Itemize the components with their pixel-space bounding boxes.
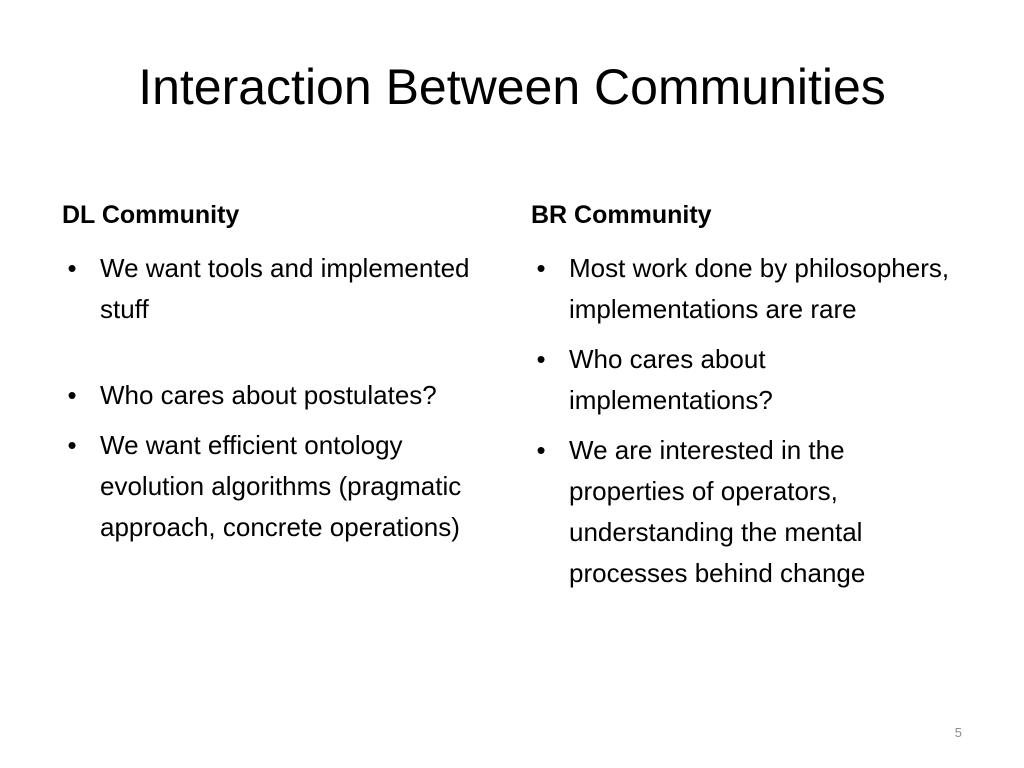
- br-community-column: [531, 200, 961, 603]
- list-item: [62, 248, 492, 330]
- bullet-icon: •: [67, 253, 77, 283]
- list-item: [531, 248, 961, 330]
- bullet-icon: •: [536, 435, 546, 465]
- dl-community-column: [62, 200, 492, 557]
- page-number: 5: [954, 725, 962, 740]
- list-item-text: We want tools and implemented stuff: [100, 253, 470, 324]
- bullet-icon: •: [536, 253, 546, 283]
- list-item-text: We are interested in the properties of operators, understanding the mental processes behind change: [569, 435, 866, 588]
- bullet-icon: •: [67, 380, 77, 410]
- list-item-text: Most work done by philosophers, implementations are rare: [569, 253, 950, 324]
- dl-community-header: DL Community: [62, 201, 240, 229]
- dl-community-bullet-list: [62, 248, 492, 548]
- list-item-text: Who cares about postulates?: [100, 380, 437, 410]
- list-item: [62, 375, 492, 416]
- list-item-text: We want efficient ontology evolution algorithms (pragmatic approach, concrete operations): [100, 430, 462, 542]
- bullet-icon: •: [67, 430, 77, 460]
- br-community-header: BR Community: [531, 201, 712, 229]
- br-community-bullet-list: [531, 248, 961, 594]
- slide-title: Interaction Between Communities: [138, 59, 886, 115]
- list-item: [62, 425, 492, 548]
- list-item: [531, 430, 961, 594]
- bullet-icon: •: [536, 344, 546, 374]
- list-item-text: Who cares about implementations?: [569, 344, 773, 415]
- list-item: [531, 339, 961, 421]
